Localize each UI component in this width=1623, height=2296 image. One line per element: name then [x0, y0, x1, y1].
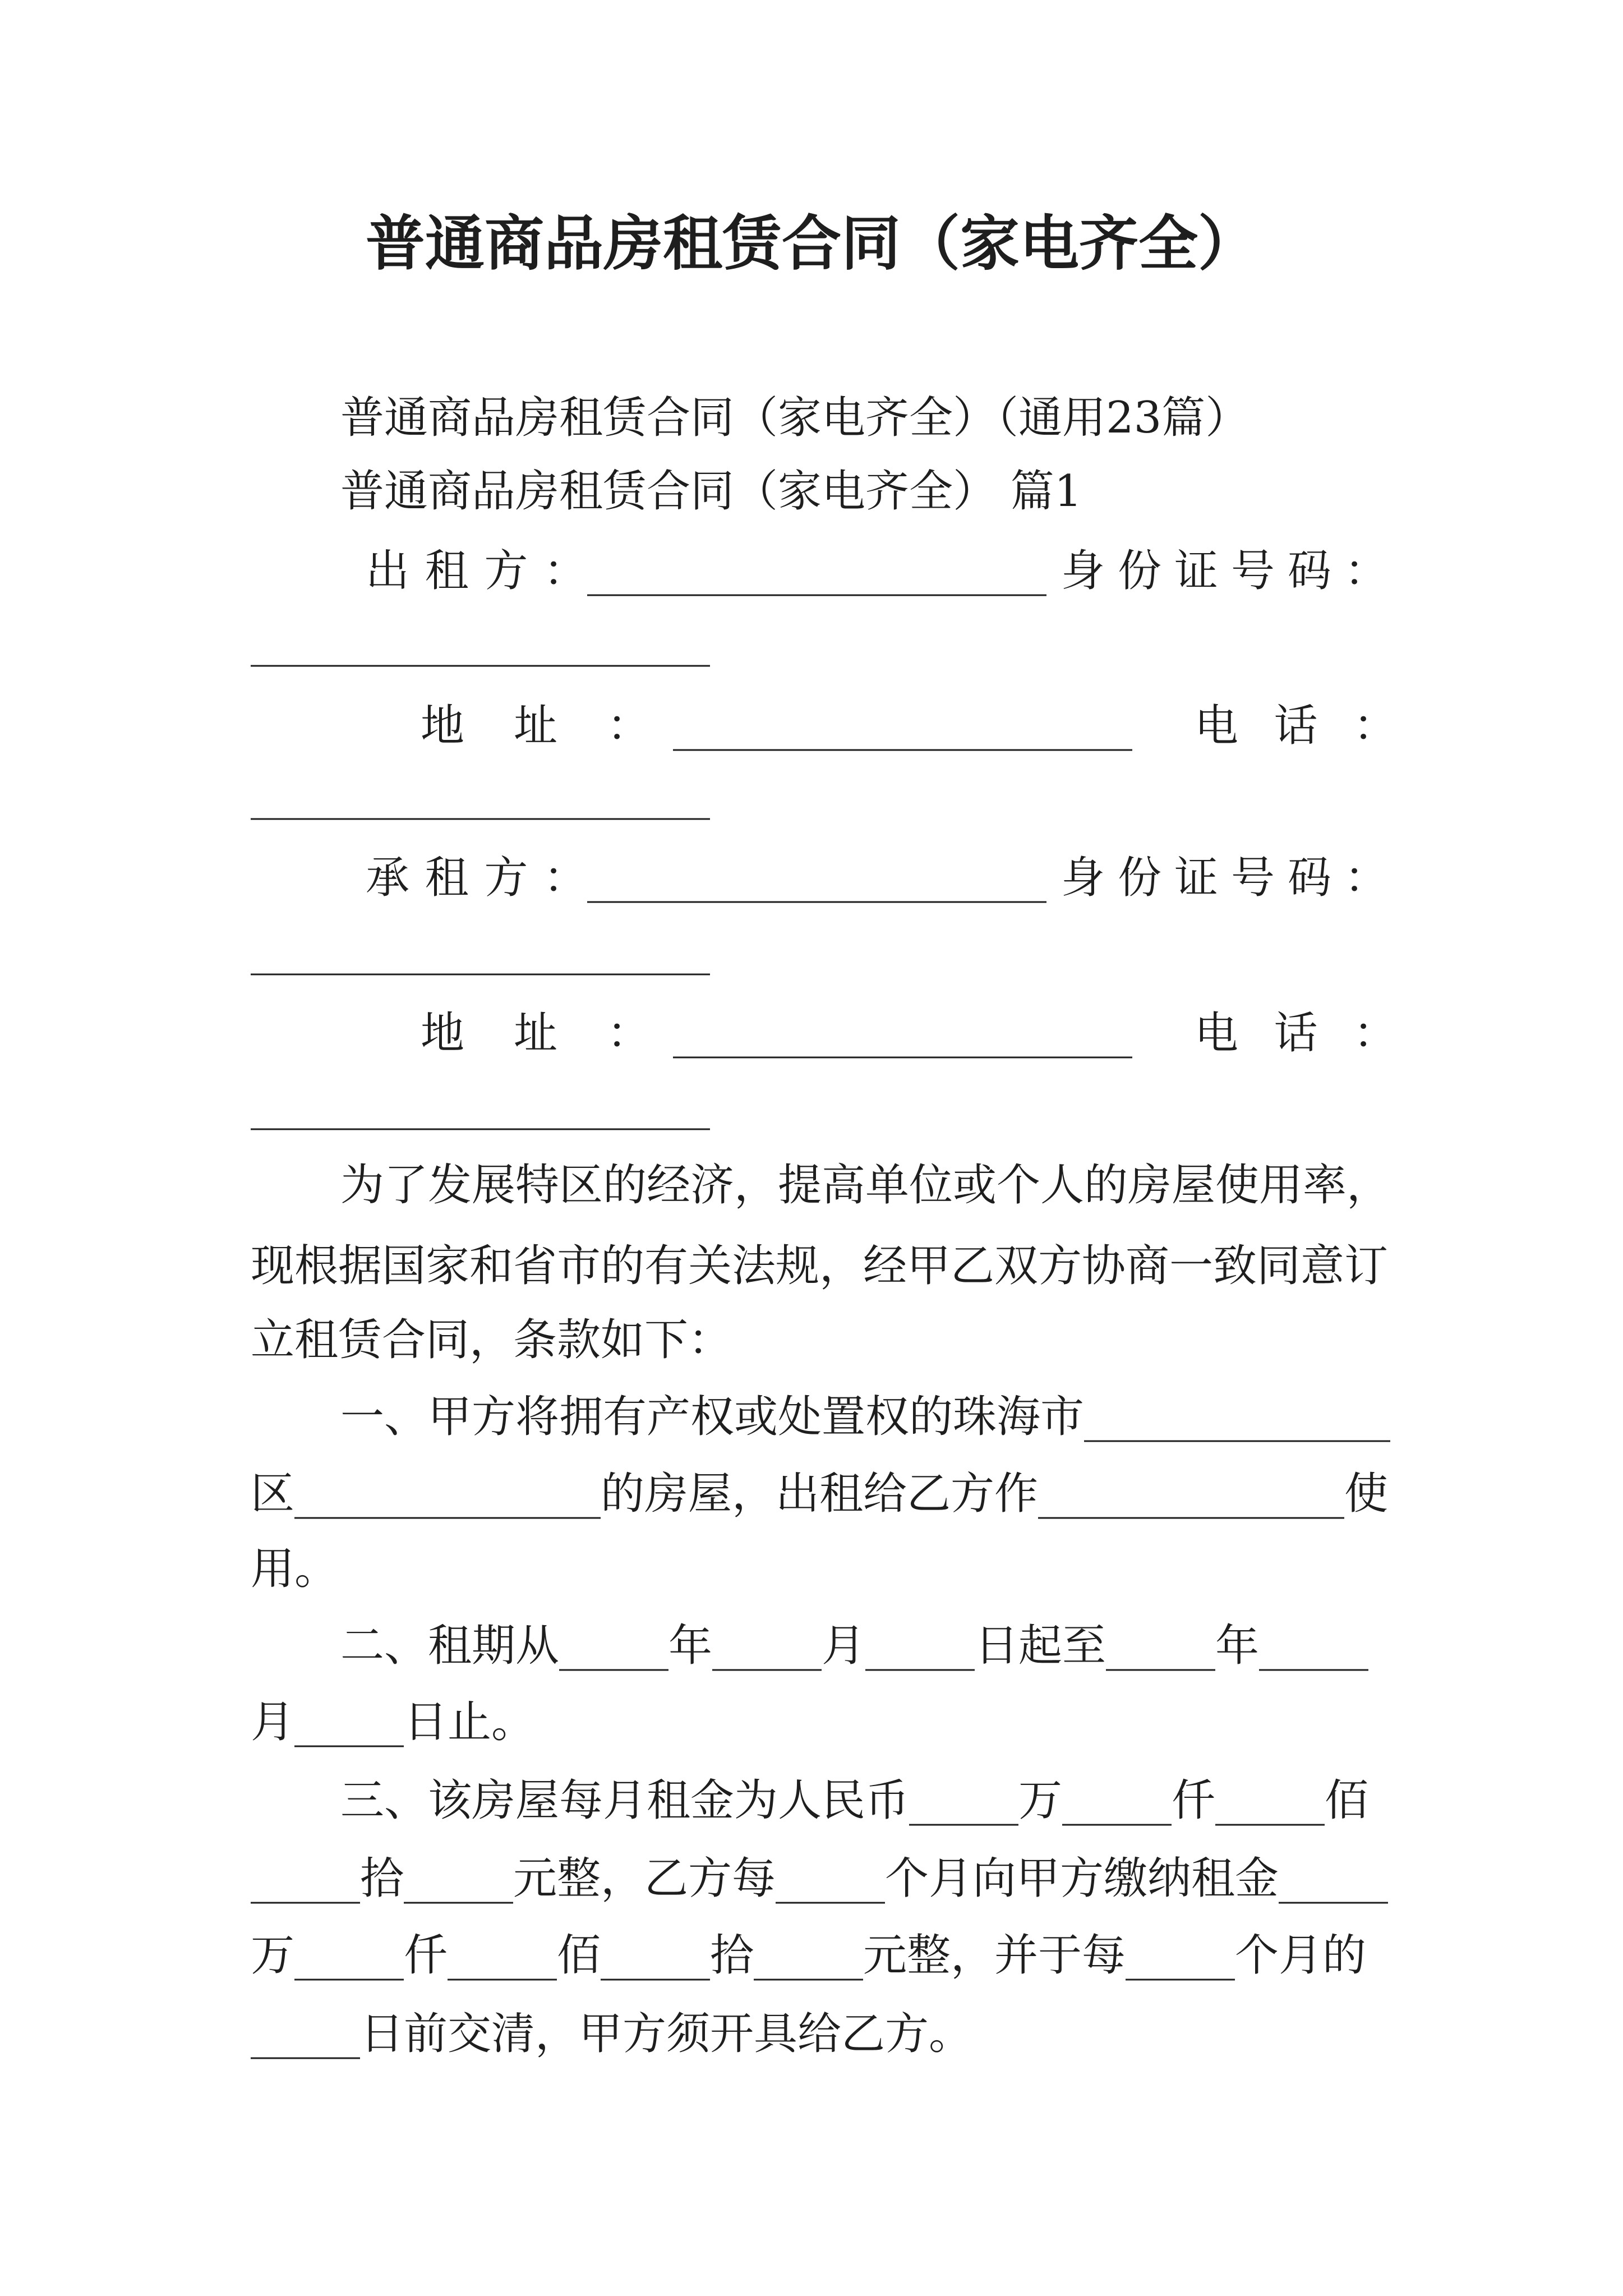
- lessee-contact-row: [0, 1005, 1623, 1061]
- section-heading: 普通商品房租赁合同（家电齐全） 篇1: [340, 466, 1082, 517]
- lessee-id-blank: _____________________: [251, 925, 710, 976]
- lessor-phone-label: 电话：: [1195, 701, 1397, 751]
- clause-3-line: 万_____仟_____佰_____拾_____元整，并于每_____个月的: [251, 1930, 1367, 1981]
- lessor-address-blank: _____________________: [673, 701, 1132, 751]
- lessor-id-label: 身份证号码：: [1061, 546, 1388, 596]
- lessee-row: [0, 850, 1623, 906]
- clause-2-line: 月_____日止。: [251, 1697, 536, 1747]
- lessee-phone-blank: _____________________: [251, 1080, 710, 1130]
- document-subtitle: 普通商品房租赁合同（家电齐全）（通用23篇）: [340, 393, 1249, 443]
- clause-1-line: 用。: [251, 1544, 339, 1594]
- clause-1-line: 区______________的房屋，出租给乙方作______________使: [251, 1469, 1389, 1519]
- lessor-phone-blank: _____________________: [251, 770, 710, 820]
- clause-3-line: 三、该房屋每月租金为人民币_____万_____仟_____佰: [340, 1775, 1369, 1826]
- preamble-line: 现根据国家和省市的有关法规，经甲乙双方协商一致同意订: [251, 1241, 1389, 1291]
- clause-3-line: _____日前交清，甲方须开具给乙方。: [251, 2009, 973, 2059]
- lessor-id-blank: _____________________: [251, 616, 710, 667]
- lessor-row: [0, 543, 1623, 599]
- lessor-name-label: 出租方：: [366, 546, 587, 596]
- lessor-name-blank: _____________________: [587, 546, 1046, 596]
- clause-3-line: _____拾_____元整，乙方每_____个月向甲方缴纳租金_____: [251, 1853, 1389, 1904]
- clause-2-line: 二、租期从_____年_____月_____日起至_____年_____: [340, 1621, 1369, 1671]
- lessee-address-blank: _____________________: [673, 1008, 1132, 1059]
- lessee-name-blank: _____________________: [587, 853, 1046, 903]
- lessee-name-label: 承租方：: [366, 853, 587, 903]
- clause-1-line: 一、甲方将拥有产权或处置权的珠海市______________: [340, 1392, 1391, 1442]
- lessee-address-label: 地址：: [421, 1008, 651, 1059]
- lessee-id-label: 身份证号码：: [1061, 853, 1388, 903]
- lessor-address-label: 地址：: [421, 701, 651, 751]
- lessor-contact-row: [0, 698, 1623, 754]
- preamble-line: 为了发展特区的经济，提高单位或个人的房屋使用率，: [340, 1160, 1391, 1211]
- preamble-line: 立租赁合同，条款如下：: [251, 1315, 732, 1365]
- lessee-phone-label: 电话：: [1195, 1008, 1397, 1059]
- document-title: 普通商品房租赁合同（家电齐全）: [366, 208, 1257, 278]
